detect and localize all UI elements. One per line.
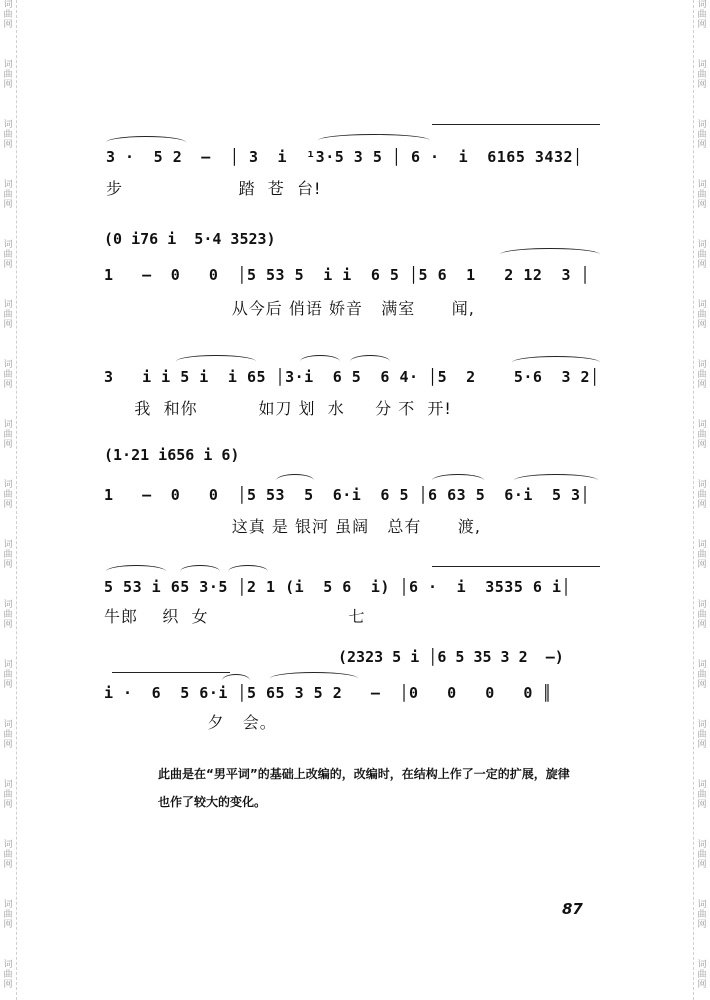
watermark-stamp: 词 曲 网: [697, 780, 707, 810]
watermark-stamp: 词 曲 网: [3, 120, 13, 150]
watermark-stamp: 词 曲 网: [3, 900, 13, 930]
lyrics-line-6: 夕 会。: [104, 713, 277, 732]
watermark-stamp: 词 曲 网: [697, 180, 707, 210]
notation-line-2: 1 — 0 0 │5 53 5 i i 6 5 │5 6 1 2 12 3 │: [104, 266, 591, 284]
notation-line-6: i · 6 5 6·i │5 65 3 5 2 — │0 0 0 0 ║: [104, 684, 552, 702]
lyrics-line-2: 从今后 俏语 娇音 满室 闻,: [104, 299, 475, 318]
watermark-stamp: 词 曲 网: [697, 300, 707, 330]
watermark-stamp: 词 曲 网: [3, 840, 13, 870]
watermark-stamp: 词 曲 网: [697, 960, 707, 990]
watermark-stamp: 词 曲 网: [697, 840, 707, 870]
phrase-line: [112, 672, 230, 673]
watermark-stamp: 词 曲 网: [697, 60, 707, 90]
slur: [106, 565, 166, 578]
watermark-stamp: 词 曲 网: [697, 480, 707, 510]
slur: [318, 134, 430, 147]
intro-bracket-4: (1·21 i656 i 6): [104, 446, 240, 464]
slur: [176, 355, 256, 368]
page-number: 87: [562, 900, 583, 918]
phrase-line: [432, 566, 600, 567]
watermark-stamp: 词 曲 网: [697, 360, 707, 390]
slur: [350, 355, 390, 368]
watermark-stamp: 词 曲 网: [3, 180, 13, 210]
slur: [228, 565, 268, 578]
watermark-stamp: 词 曲 网: [3, 420, 13, 450]
lyrics-line-4: 这真 是 银河 虽阔 总有 渡,: [104, 517, 481, 536]
lyrics-line-1: 步 踏 苍 台!: [106, 179, 322, 198]
watermark-stamp: 词 曲 网: [697, 720, 707, 750]
lyrics-line-5: 牛郎 织 女 七: [104, 607, 366, 626]
watermark-stamp: 词 曲 网: [3, 360, 13, 390]
watermark-stamp: 词 曲 网: [697, 420, 707, 450]
notation-line-1: 3 · 5 2 — │ 3 i ¹3·5 3 5 │ 6 · i 6165 3432│: [106, 148, 583, 166]
watermark-stamp: 词 曲 网: [3, 780, 13, 810]
lyrics-line-3: 我 和你 如刀 划 水 分 不 开!: [104, 399, 452, 418]
watermark-stamp: 词 曲 网: [697, 240, 707, 270]
phrase-line: [432, 124, 600, 125]
watermark-stamp: 词 曲 网: [3, 60, 13, 90]
slur: [500, 248, 600, 261]
watermark-stamp: 词 曲 网: [697, 540, 707, 570]
intro-bracket-6: (2323 5 i │6 5 35 3 2 —): [338, 648, 564, 666]
watermark-stamp: 词 曲 网: [3, 0, 13, 30]
watermark-stamp: 词 曲 网: [697, 600, 707, 630]
watermark-stamp: 词 曲 网: [3, 480, 13, 510]
notation-line-3: 3 i i 5 i i 65 │3·i 6 5 6 4· │5 2 5·6 3 2│: [104, 368, 600, 386]
notation-line-5: 5 53 i 65 3·5 │2 1 (i 5 6 i) │6 · i 3535 6 i│: [104, 578, 572, 596]
watermark-stamp: 词 曲 网: [697, 120, 707, 150]
watermark-stamp: 词 曲 网: [697, 900, 707, 930]
watermark-stamp: 词 曲 网: [3, 600, 13, 630]
watermark-stamp: 词 曲 网: [697, 0, 707, 30]
watermark-stamp: 词 曲 网: [3, 300, 13, 330]
notation-line-4: 1 — 0 0 │5 53 5 6·i 6 5 │6 63 5 6·i 5 3│: [104, 486, 591, 504]
slur: [180, 565, 220, 578]
footnote: 此曲是在“男平词”的基础上改编的，改编时，在结构上作了一定的扩展，旋律也作了较大的变化。: [158, 767, 570, 809]
watermark-stamp: 词 曲 网: [3, 960, 13, 990]
watermark-stamp: 词 曲 网: [3, 240, 13, 270]
watermark-stamp: 词 曲 网: [3, 720, 13, 750]
intro-bracket-2: (0 i76 i 5·4 3523): [104, 230, 276, 248]
watermark-stamp: 词 曲 网: [3, 540, 13, 570]
watermark-stamp: 词 曲 网: [3, 660, 13, 690]
watermark-stamp: 词 曲 网: [697, 660, 707, 690]
slur: [300, 355, 340, 368]
